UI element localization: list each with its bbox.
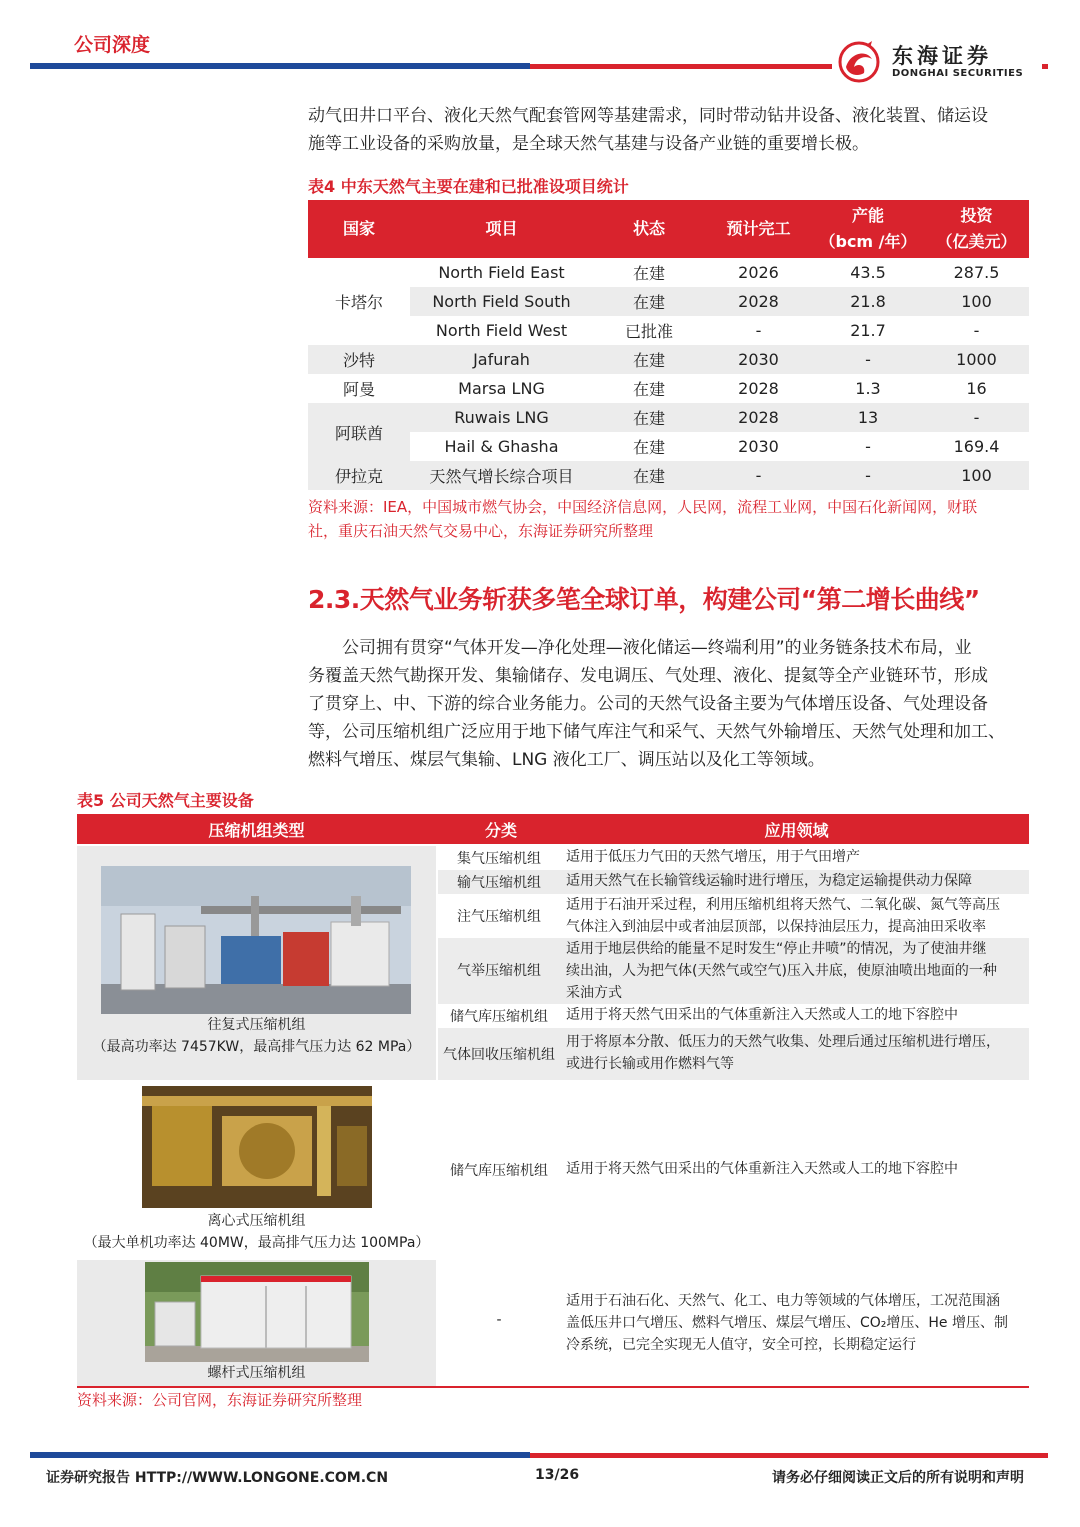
capacity-cell: 21.8 [812,287,924,316]
status-cell: 在建 [593,403,705,432]
project-cell: Marsa LNG [458,379,545,398]
invest-cell: - [973,321,980,340]
paragraph-line: 公司拥有贯穿“气体开发—净化处理—液化储运—终端利用”的业务链条技术布局，业 [342,638,972,658]
table-row [438,938,1029,1004]
logo-english-name: DONGHAI SECURITIES [892,68,1024,79]
table-row [308,287,1029,316]
project-cell: Ruwais LNG [410,403,593,432]
invest-cell: 100 [924,461,1029,490]
project-cell: North Field East [438,263,565,282]
invest-cell: 169.4 [953,437,1000,456]
invest-cell: 1000 [924,345,1029,374]
table4-header-finish: 预计完工 [705,200,812,258]
reciprocating-spec: （最高功率达 7457KW，最高排气压力达 62 MPa） [92,1039,421,1055]
invest-cell: 287.5 [953,263,1000,282]
table5-title: 表5 公司天然气主要设备 [77,791,254,810]
application-cell: 适用于地层供给的能量不足时发生“停止井喷”的情况，为了使油井继 续出油，人为把气体(天然气或空气)压入井底，使原油喷出地面的一种 采油方式 [566,941,997,1001]
footer-bar-red [530,1453,1048,1458]
section-heading: 2.3.天然气业务斩获多笔全球订单，构建公司“第二增长曲线” [308,585,980,614]
country-cell: 卡塔尔 [308,258,410,345]
finish-cell: 2026 [738,263,779,282]
country-cell: 阿曼 [342,380,375,399]
capacity-cell: - [865,437,871,456]
company-logo [832,36,1042,88]
capacity-cell: 43.5 [850,263,886,282]
page-number: 13/26 [535,1467,580,1483]
project-cell: North Field West [435,321,568,340]
capacity-cell: 21.7 [850,321,886,340]
application-cell: 适用于将天然气田采出的气体重新注入天然或人工的地下容腔中 [566,1161,958,1177]
category-cell: 集气压缩机组 [457,851,541,867]
finish-cell: 2028 [738,379,779,398]
table-row [438,1082,1029,1258]
table-row [308,432,1029,461]
application-cell: 适用于石油开采过程，利用压缩机组将天然气、二氧化碳、氮气等高压 气体注入到油层中或者油层顶部，以保持油层压力，提高油田采收率 [566,897,1000,935]
reciprocating-name: 往复式压缩机组 [207,1017,306,1033]
paragraph-line: 务覆盖天然气勘探开发、集输储存、发电调压、气处理、液化、提氦等全产业链环节，形成 [308,666,988,686]
centrifugal-compressor-cell [77,1082,436,1258]
screw-name: 螺杆式压缩机组 [207,1365,306,1381]
footer-disclaimer: 请务必仔细阅读正文后的所有说明和声明 [772,1470,1024,1486]
table-row [438,870,1029,894]
reciprocating-compressor-photo [101,866,411,1014]
header-bar-blue [30,63,530,69]
capacity-cell: - [812,461,924,490]
invest-cell: 16 [966,379,987,398]
project-cell: Jafurah [410,345,593,374]
table-row [308,345,1029,374]
status-cell: 在建 [632,264,665,283]
logo-chinese-name: 东海证券 [892,44,992,68]
application-cell: 用于将原本分散、低压力的天然气收集、处理后通过压缩机进行增压， 或进行长输或用作燃料气等 [566,1034,1000,1072]
finish-cell: 2030 [705,345,812,374]
centrifugal-compressor-photo [142,1086,372,1208]
section-paragraph [308,634,1030,774]
table-row [308,461,1029,490]
footer-bar-blue [30,1452,530,1458]
capacity-cell: 13 [812,403,924,432]
table5-header-category: 分类 [484,821,517,840]
table4-title: 表4 中东天然气主要在建和已批准设项目统计 [308,177,629,196]
status-cell: 在建 [593,461,705,490]
table-row [438,1004,1029,1028]
table-row [438,1260,1029,1386]
centrifugal-spec: （最大单机功率达 40MW，最高排气压力达 100MPa） [83,1235,430,1251]
country-cell: 沙特 [308,345,410,374]
category-cell: 气体回收压缩机组 [443,1047,555,1063]
category-cell: 储气库压缩机组 [450,1009,548,1025]
application-cell: 适用于将天然气田采出的气体重新注入天然或人工的地下容腔中 [566,1007,958,1023]
table4-source: 资料来源：IEA，中国城市燃气协会，中国经济信息网，人民网，流程工业网，中国石化新闻网，财联 社，重庆石油天然气交易中心，东海证券研究所整理 [308,498,978,540]
category-cell: 储气库压缩机组 [450,1163,548,1179]
paragraph-line: 燃料气增压、煤层气集输、LNG 液化工厂、调压站以及化工等领域。 [308,750,825,770]
dragon-logo-icon [836,39,882,85]
table5-header-type: 压缩机组类型 [208,821,305,840]
country-cell: 阿联酋 [308,403,410,461]
table4-header-capacity: 产能 （bcm /年） [812,200,924,258]
table-row [308,374,1029,403]
category-cell: 气举压缩机组 [457,963,541,979]
finish-cell: 2028 [705,287,812,316]
invest-cell: 100 [924,287,1029,316]
footer-left: 证券研究报告 HTTP://WWW.LONGONE.COM.CN [46,1470,389,1486]
finish-cell: - [705,461,812,490]
centrifugal-name: 离心式压缩机组 [207,1213,306,1229]
table4-header-project: 项目 [410,200,593,258]
category-cell: - [496,1312,502,1328]
table5-header [77,814,1029,844]
status-cell: 在建 [593,345,705,374]
table-row [308,403,1029,432]
reciprocating-compressor-cell [77,846,436,1080]
table-row [308,258,1029,287]
country-cell: 伊拉克 [308,461,410,490]
category-cell: 输气压缩机组 [457,875,541,891]
intro-paragraph [308,102,1030,158]
table-row [438,1028,1029,1080]
table4-header-invest: 投资 （亿美元） [924,200,1029,258]
table4-header-status: 状态 [593,200,705,258]
table-row [308,316,1029,345]
table4-header-country: 国家 [308,200,410,258]
application-cell: 适用于石油石化、天然气、化工、电力等领域的气体增压，工况范围涵 盖低压井口气增压、燃料气增压、煤层气增压、CO₂增压、He 增压、制 冷系统，已完全实现无人值守，安全可控，长期稳定运行 [566,1293,1008,1353]
paragraph-line: 了贯穿上、中、下游的综合业务能力。公司的天然气设备主要为气体增压设备、气处理设备 [308,694,988,714]
screw-compressor-photo [145,1262,369,1362]
status-cell: 在建 [632,380,665,399]
finish-cell: 2030 [738,437,779,456]
project-cell: Hail & Ghasha [444,437,559,456]
table5-source: 资料来源：公司官网，东海证券研究所整理 [77,1391,363,1409]
category-cell: 注气压缩机组 [457,909,541,925]
table-row [438,846,1029,870]
status-cell: 在建 [593,287,705,316]
finish-cell: 2028 [705,403,812,432]
table4 [308,200,1029,490]
project-cell: 天然气增长综合项目 [410,461,593,490]
finish-cell: - [755,321,762,340]
invest-cell: - [924,403,1029,432]
status-cell: 在建 [632,438,665,457]
project-cell: North Field South [410,287,593,316]
application-cell: 适用于低压力气田的天然气增压，用于气田增产 [566,849,860,865]
paragraph-line: 等，公司压缩机组广泛应用于地下储气库注气和采气、天然气外输增压、天然气处理和加工、 [308,722,1005,742]
header-section-title: 公司深度 [74,34,151,56]
capacity-cell: 1.3 [855,379,881,398]
status-cell: 已批准 [624,322,673,341]
table5-header-application: 应用领域 [764,821,829,840]
intro-line: 施等工业设备的采购放量，是全球天然气基建与设备产业链的重要增长极。 [308,134,869,154]
intro-line: 动气田井口平台、液化天然气配套管网等基建需求，同时带动钻井设备、液化装置、储运设 [308,106,988,126]
screw-compressor-cell [77,1260,436,1386]
capacity-cell: - [812,345,924,374]
table-row [438,894,1029,938]
application-cell: 适用天然气在长输管线运输时进行增压，为稳定运输提供动力保障 [566,873,972,889]
